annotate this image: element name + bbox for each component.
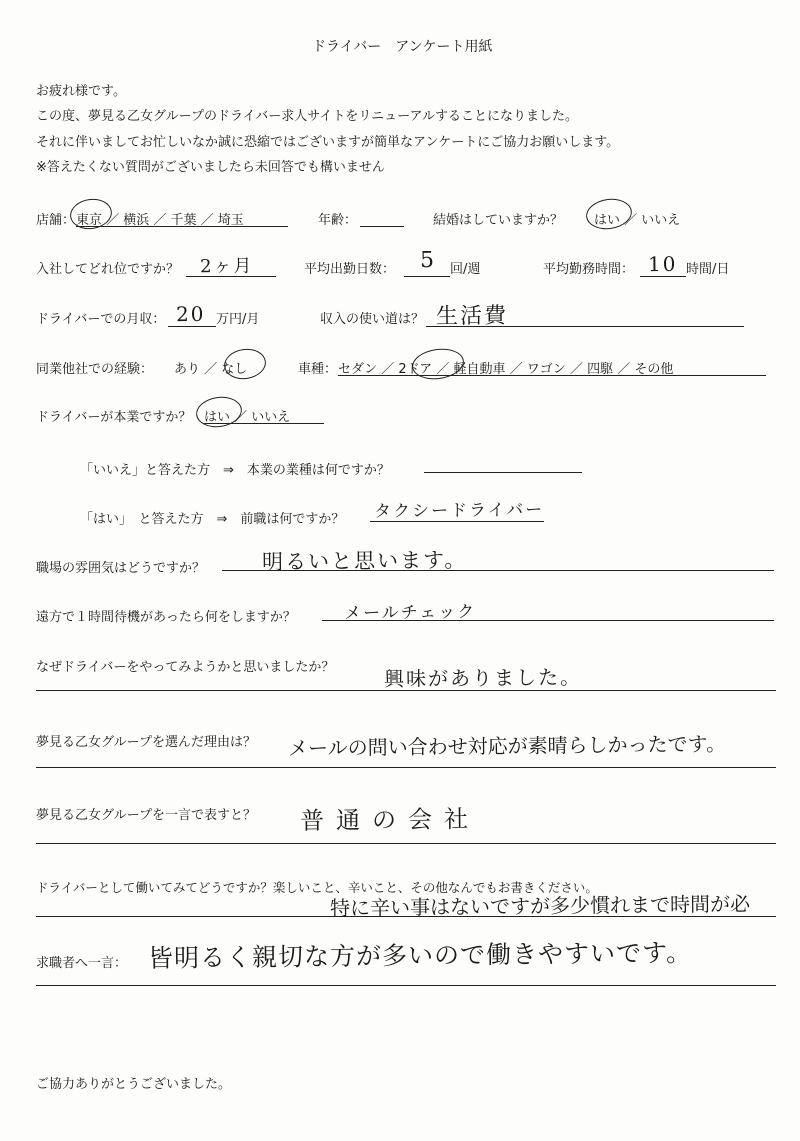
income-unit: 万円/月: [216, 312, 260, 327]
waiting-underline: [322, 620, 774, 621]
why-label: なぜドライバーをやってみようかと思いましたか？: [36, 660, 335, 675]
work-answer: 特に辛い事はないですが多少慣れまで時間が必: [329, 891, 751, 921]
tenure-label: 入社してどれ位ですか？: [36, 262, 180, 277]
days-answer: 5: [419, 247, 437, 274]
age-label: 年齢：: [318, 213, 358, 228]
why-answer: 興味がありました。: [383, 664, 583, 692]
hours-unit: 時間/日: [686, 262, 730, 277]
yes-followup-answer: タクシードライバー: [373, 500, 545, 522]
use-label: 収入の使い道は？: [320, 312, 425, 327]
experience-label: 同業他社での経験：: [36, 362, 154, 377]
car-label: 車種：: [298, 362, 338, 377]
income-answer: 20: [175, 301, 206, 327]
form-title: ドライバー アンケート用紙: [312, 39, 493, 55]
days-unit: 回/週: [450, 262, 481, 277]
message-label: 求職者へ一言：: [36, 956, 128, 971]
intro-line-1: お疲れ様です。: [36, 84, 126, 99]
married-options: はい ／ いいえ: [594, 213, 681, 228]
intro-line-2: この度、夢見る乙女グループのドライバー求人サイトをリニューアルすることになりました。: [36, 109, 578, 124]
car-underline: [338, 375, 766, 376]
intro-line-3: それに伴いましてお忙しいなか誠に恐縮ではございますが簡単なアンケートにご協力お願いします。: [36, 135, 620, 150]
income-underline: [168, 326, 216, 327]
use-answer: 生活費: [435, 303, 509, 330]
intro-line-4: ※答えたくない質問がございましたら未回答でも構いません: [36, 160, 385, 175]
atmosphere-label: 職場の雰囲気はどうですか？: [36, 561, 206, 576]
one-word-answer: 普通の会社: [299, 805, 481, 835]
reason-answer: メールの問い合わせ対応が素晴らしかったです。: [287, 731, 727, 761]
income-label: ドライバーでの月収：: [36, 312, 166, 327]
atmosphere-answer: 明るいと思います。: [261, 547, 468, 575]
no-followup-field[interactable]: [424, 472, 582, 473]
message-underline: [36, 985, 776, 986]
reason-label: 夢見る乙女グループを選んだ理由は？: [36, 735, 256, 750]
one-word-label: 夢見る乙女グループを一言で表すと？: [36, 808, 256, 823]
no-followup-label: 「いいえ」と答えた方 ⇒ 本業の業種は何ですか？: [80, 463, 390, 478]
store-options: 東京 ／ 横浜 ／ 千葉 ／ 埼玉: [76, 213, 244, 228]
waiting-answer: メールチェック: [343, 602, 477, 624]
days-label: 平均出勤日数：: [304, 262, 396, 277]
store-label: 店舗：: [36, 213, 76, 228]
tenure-underline: [186, 276, 276, 277]
waiting-label: 遠方で１時間待機があったら何をしますか？: [36, 610, 296, 625]
store-underline: [76, 226, 288, 227]
message-answer: 皆明るく親切な方が多いので働きやすいです。: [147, 938, 693, 973]
main-job-label: ドライバーが本業ですか？: [36, 410, 192, 425]
married-label: 結婚はしていますか？: [433, 213, 564, 228]
yes-followup-label: 「はい」 と答えた方 ⇒ 前職は何ですか？: [80, 512, 345, 527]
experience-options: あり ／ なし: [174, 362, 248, 377]
atmosphere-underline: [222, 570, 774, 571]
hours-label: 平均勤務時間：: [543, 262, 635, 277]
use-underline: [426, 326, 744, 327]
why-underline: [36, 690, 776, 691]
work-label: ドライバーとして働いてみてどうですか？楽しいこと、辛いこと、その他なんでもお書きください。: [36, 880, 598, 895]
tenure-answer: 2ヶ月: [199, 255, 254, 278]
closing-text: ご協力ありがとうございました。: [36, 1077, 232, 1092]
reason-underline: [36, 767, 776, 768]
hours-underline: [640, 276, 686, 277]
hours-answer: 10: [647, 251, 678, 277]
days-underline: [404, 276, 450, 277]
age-field[interactable]: [360, 226, 404, 227]
yes-followup-underline: [370, 521, 544, 522]
car-options: セダン ／ 2ドア ／ 軽自動車 ／ ワゴン ／ 四駆 ／ その他: [338, 362, 674, 377]
main-job-options: はい ／ いいえ: [204, 410, 291, 425]
work-underline: [36, 916, 776, 917]
one-word-underline: [36, 843, 776, 844]
